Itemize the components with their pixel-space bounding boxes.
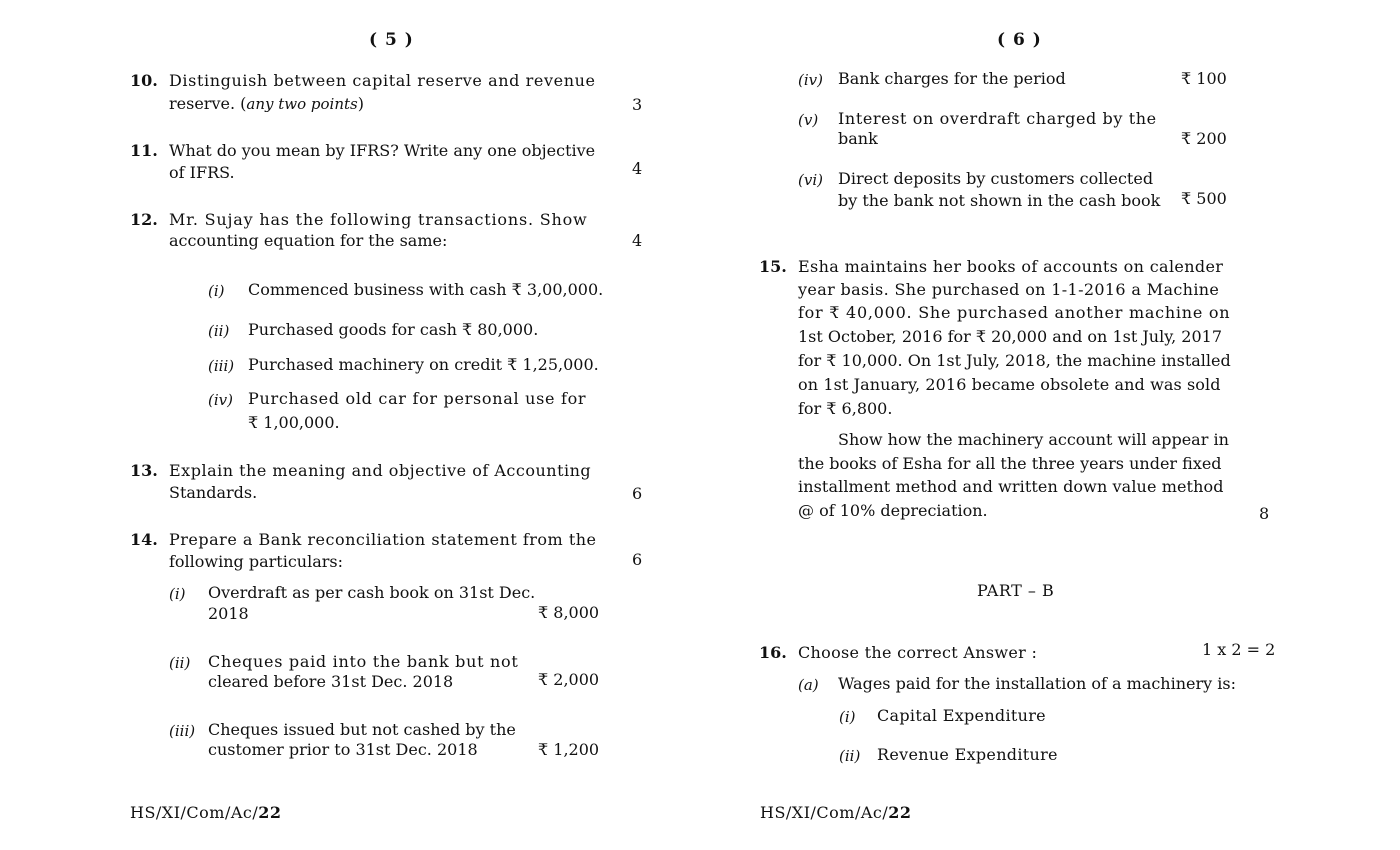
marks: 4 (632, 231, 643, 250)
item-amount: ₹ 8,000 (538, 603, 600, 622)
question-line: for ₹ 10,000. On 1st July, 2018, the machine installed (798, 351, 1231, 370)
question-number: 11. (130, 141, 158, 160)
footer-code-number: 22 (258, 803, 282, 822)
item-text: Bank charges for the period (838, 69, 1066, 88)
item-label: (ii) (169, 654, 191, 672)
page-number: ( 6 ) (997, 30, 1042, 50)
item-label: (iv) (208, 391, 233, 409)
marks: 6 (632, 484, 643, 503)
question-line: Esha maintains her books of accounts on calender (798, 257, 1224, 276)
option-label: (ii) (839, 747, 861, 765)
option-text: Revenue Expenditure (877, 745, 1058, 764)
question-line: installment method and written down value method (798, 477, 1224, 496)
question-line: @ of 10% depreciation. (798, 501, 988, 520)
question-text: Mr. Sujay has the following transactions. Show (169, 210, 588, 229)
item-label: (iv) (798, 71, 823, 89)
option-label: (i) (839, 708, 856, 726)
item-label: (ii) (208, 322, 230, 340)
item-label: (iii) (169, 722, 196, 740)
question-number: 12. (130, 210, 158, 229)
question-line: for ₹ 40,000. She purchased another machine on (798, 303, 1231, 322)
item-amount: ₹ 1,200 (538, 740, 600, 759)
question-text-line2: following particulars: (169, 552, 344, 571)
question-line: for ₹ 6,800. (798, 399, 893, 418)
question-number: 16. (759, 643, 787, 662)
right-page (700, 0, 1400, 850)
item-amount: ₹ 2,000 (538, 670, 600, 689)
sub-question-label: (a) (798, 676, 819, 694)
question-text: Distinguish between capital reserve and revenue (169, 71, 596, 90)
question-number: 14. (130, 530, 158, 549)
question-text-line2: of IFRS. (169, 163, 235, 182)
item-text-line2: bank (838, 129, 878, 148)
question-text: What do you mean by IFRS? Write any one objective (169, 141, 596, 160)
item-label: (i) (169, 585, 186, 603)
question-number: 10. (130, 71, 158, 90)
marks: 4 (632, 159, 643, 178)
question-text-line2: Standards. (169, 483, 258, 502)
page-number: ( 5 ) (369, 30, 414, 50)
item-label: (v) (798, 111, 819, 129)
question-line: on 1st January, 2016 became obsolete and was sold (798, 375, 1221, 394)
item-text-line2: customer prior to 31st Dec. 2018 (208, 740, 478, 759)
sub-question-text: Wages paid for the installation of a machinery is: (838, 674, 1236, 693)
item-label: (iii) (208, 357, 235, 375)
question-text-line2: accounting equation for the same: (169, 231, 448, 250)
italic-run: any two points (246, 95, 358, 113)
item-amount: ₹ 500 (1181, 189, 1227, 208)
question-line: year basis. She purchased on 1-1-2016 a Machine (798, 280, 1220, 299)
footer-code-number: 22 (888, 803, 912, 822)
item-label: (i) (208, 282, 225, 300)
item-text: Cheques paid into the bank but not (208, 652, 519, 671)
item-text-line2: ₹ 1,00,000. (248, 413, 340, 432)
item-text: Purchased machinery on credit ₹ 1,25,000. (248, 355, 599, 374)
question-line: the books of Esha for all the three years under fixed (798, 454, 1222, 473)
text-run: reserve. ( (169, 94, 247, 113)
item-text: Purchased goods for cash ₹ 80,000. (248, 320, 539, 339)
question-number: 15. (759, 257, 787, 276)
item-text: Purchased old car for personal use for (248, 389, 587, 408)
option-text: Capital Expenditure (877, 706, 1046, 725)
section-heading: PART – B (977, 581, 1055, 600)
footer-code (760, 802, 912, 824)
marks: 6 (632, 550, 643, 569)
item-text-line2: by the bank not shown in the cash book (838, 191, 1161, 210)
item-text: Interest on overdraft charged by the (838, 109, 1157, 128)
item-label: (vi) (798, 171, 823, 189)
item-text: Cheques issued but not cashed by the (208, 720, 516, 739)
question-text-line2 (169, 93, 364, 115)
footer-code (130, 802, 282, 824)
item-text-line2: cleared before 31st Dec. 2018 (208, 672, 454, 691)
text-run: ) (357, 94, 364, 113)
item-text-line2: 2018 (208, 604, 249, 623)
question-text: Choose the correct Answer : (798, 643, 1038, 662)
marks: 3 (632, 95, 643, 114)
item-text: Overdraft as per cash book on 31st Dec. (208, 583, 536, 602)
question-text: Prepare a Bank reconciliation statement from the (169, 530, 597, 549)
footer-code-text: HS/XI/Com/Ac/ (130, 803, 259, 822)
marks: 8 (1259, 504, 1270, 523)
question-line: Show how the machinery account will appear in (838, 430, 1229, 449)
question-line: 1st October, 2016 for ₹ 20,000 and on 1st July, 2017 (798, 327, 1222, 346)
question-text: Explain the meaning and objective of Accounting (169, 461, 592, 480)
item-amount: ₹ 200 (1181, 129, 1227, 148)
marks: 1 x 2 = 2 (1202, 640, 1276, 659)
footer-code-text: HS/XI/Com/Ac/ (760, 803, 889, 822)
item-text: Commenced business with cash ₹ 3,00,000. (248, 280, 604, 299)
item-amount: ₹ 100 (1181, 69, 1227, 88)
question-number: 13. (130, 461, 158, 480)
item-text: Direct deposits by customers collected (838, 169, 1154, 188)
